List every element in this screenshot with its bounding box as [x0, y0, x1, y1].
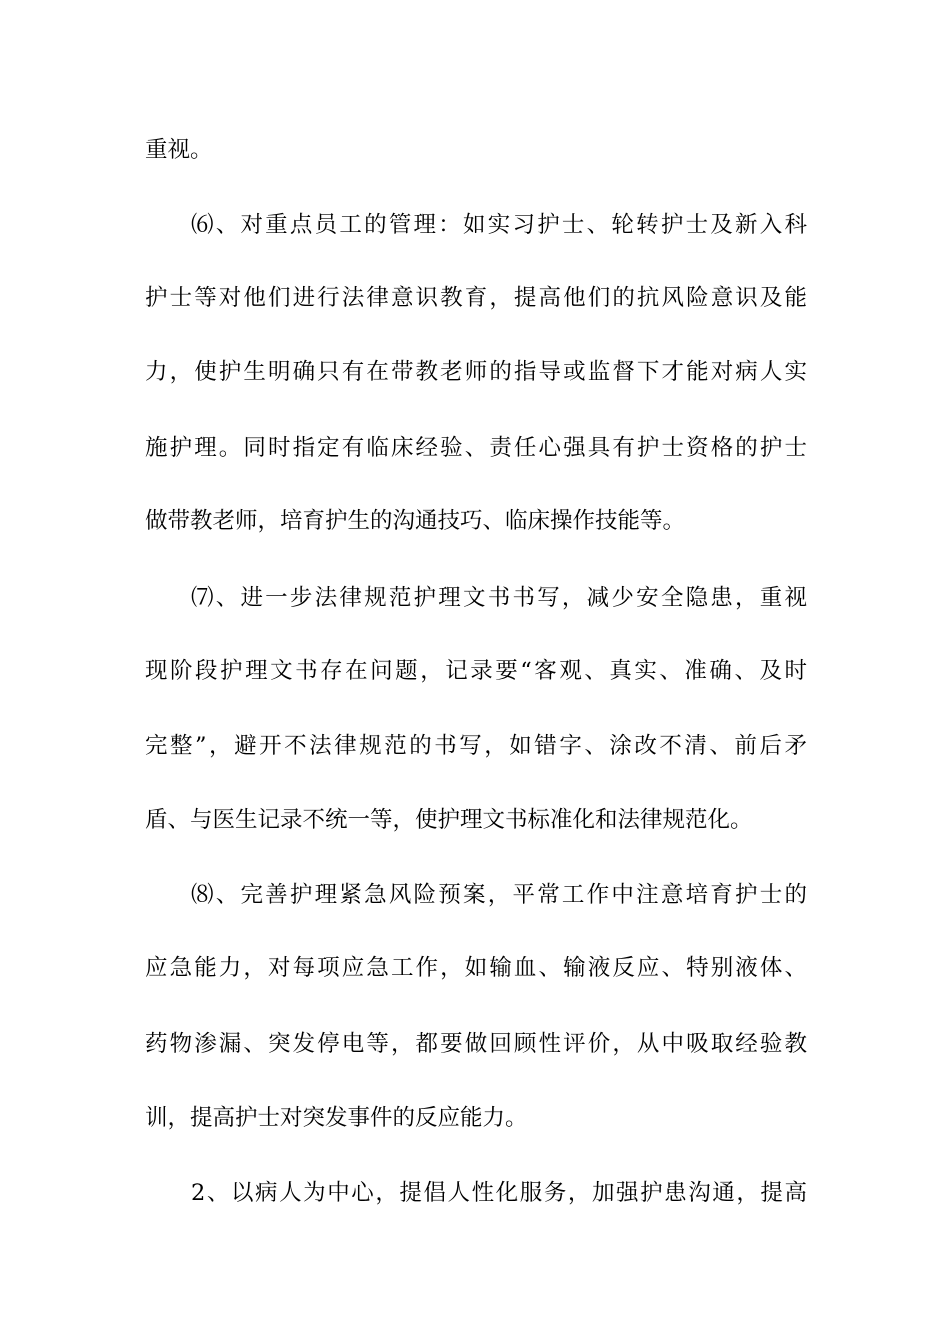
text-line: 完整”，避开不法律规范的书写，如错字、涂改不清、前后矛	[145, 733, 807, 759]
text-line: 药物渗漏、突发停电等，都要做回顾性评价，从中吸取经验教	[145, 1031, 807, 1057]
text-line: 护士等对他们进行法律意识教育，提高他们的抗风险意识及能	[145, 285, 807, 311]
text-line: 盾、与医生记录不统一等，使护理文书标准化和法律规范化。	[145, 807, 753, 833]
text-line: ⑹、对重点员工的管理：如实习护士、轮转护士及新入科	[191, 212, 807, 238]
text-line: 做带教老师，培育护生的沟通技巧、临床操作技能等。	[145, 508, 686, 534]
text-line: 现阶段护理文书存在问题，记录要“客观、真实、准确、及时	[145, 658, 807, 684]
text-line: ⑻、完善护理紧急风险预案，平常工作中注意培育护士的	[191, 882, 807, 908]
text-line: ⑺、进一步法律规范护理文书书写，减少安全隐患，重视	[191, 585, 807, 611]
text-line: 力，使护生明确只有在带教老师的指导或监督下才能对病人实	[145, 359, 807, 385]
text-line: 训，提高护士对突发事件的反应能力。	[145, 1105, 528, 1131]
text-line: 重视。	[145, 137, 213, 163]
text-line: 应急能力，对每项应急工作，如输血、输液反应、特别液体、	[145, 955, 807, 981]
text-line: 2、以病人为中心，提倡人性化服务，加强护患沟通，提高	[191, 1180, 807, 1206]
text-line: 施护理。同时指定有临床经验、责任心强具有护士资格的护士	[145, 435, 807, 461]
